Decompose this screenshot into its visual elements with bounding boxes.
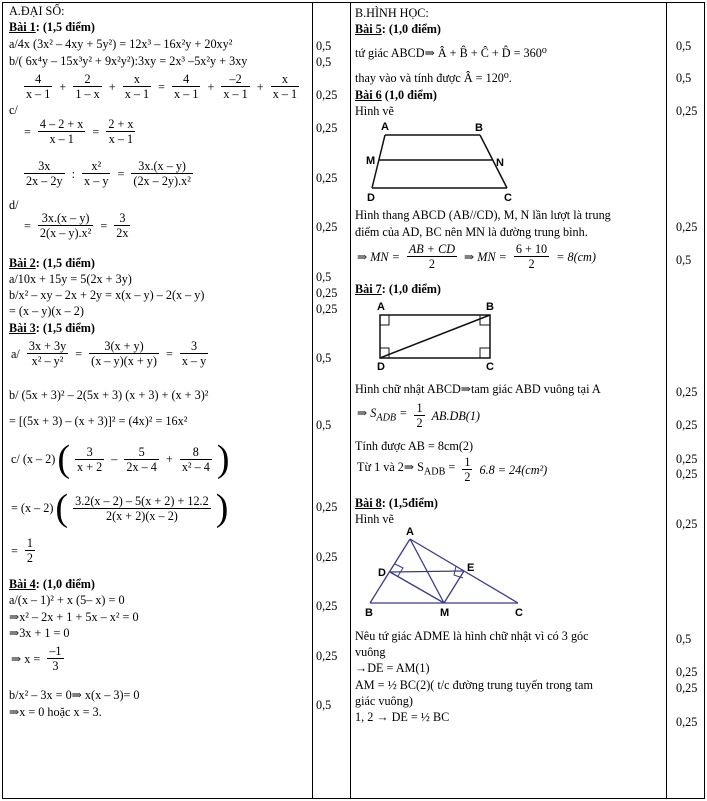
right-angle-mark: [480, 348, 490, 358]
fraction: [180, 339, 208, 368]
problem-1-points: : (1,5 điểm): [35, 20, 95, 34]
denominator: x – 1: [272, 87, 298, 101]
problem-3c-result: [9, 536, 37, 565]
fraction: [89, 339, 159, 368]
problem-1c-label: c/: [9, 103, 18, 117]
fraction: [73, 494, 211, 523]
problem-7-line-3: Tính được AB = 8cm(2): [355, 439, 474, 453]
figure-caption: Hình vẽ: [355, 104, 394, 118]
vertex-label: E: [467, 562, 475, 574]
denominator: x – 1: [174, 87, 199, 101]
problem-1c-expression: [22, 72, 301, 101]
score: 0,25: [316, 550, 338, 564]
math-text-part: Từ 1 và 2⇒ S: [357, 459, 424, 474]
vertex-label: B: [475, 122, 483, 134]
operator: =: [75, 346, 83, 361]
math-text: 6.8 = 24(cm²): [479, 462, 548, 477]
denominator: 2x: [116, 226, 129, 240]
problem-8-line-6: 1, 2 → DE = ½ BC: [355, 710, 450, 724]
vertex-label: A: [406, 526, 414, 538]
diagonal-db: [380, 315, 490, 358]
operator: =: [92, 124, 100, 139]
fraction: [24, 72, 52, 101]
denominator: 2: [416, 416, 423, 430]
operator: +: [59, 79, 67, 94]
denominator: 2(x + 2)(x – 2): [73, 508, 211, 523]
problem-6-line-3: [355, 242, 598, 271]
score: 0,25: [676, 665, 698, 679]
denominator: 3: [47, 658, 63, 673]
vertex-label: C: [486, 361, 494, 373]
numerator: 4: [183, 72, 190, 86]
problem-3-heading: [9, 321, 95, 335]
operator: =: [11, 543, 18, 558]
vertex-label: N: [496, 157, 504, 169]
problem-5-title: Bài 5: [355, 22, 382, 36]
problem-7-line-2: [355, 401, 482, 430]
math-text: [355, 406, 409, 425]
problem-8-line-2: vuông: [355, 645, 386, 659]
math-text-part: =: [396, 405, 408, 420]
close-paren: ): [215, 487, 229, 529]
problem-6-line-2: điểm của AD, BC nên MN là đường trung bình.: [355, 225, 588, 239]
denominator: 2x – 2y: [26, 174, 63, 188]
denominator: 1 – x: [75, 87, 100, 101]
problem-1d-label: d/: [9, 198, 19, 212]
denominator: x – y: [181, 354, 207, 368]
vertex-label: M: [366, 155, 376, 167]
problem-4a-step-1: ⇒x² – 2x + 1 + 5x – x² = 0: [9, 610, 139, 624]
problem-1c-result: [22, 117, 137, 146]
fraction: [47, 644, 63, 673]
open-paren: (: [55, 487, 69, 529]
score: 0,25: [316, 286, 338, 300]
score: 0,5: [316, 351, 332, 365]
problem-3c-expression: [9, 440, 230, 478]
right-angle-mark: [395, 564, 403, 576]
denominator: x – 1: [124, 87, 150, 101]
score: 0,5: [316, 55, 332, 69]
math-text: ⇒ MN =: [357, 249, 400, 264]
operator: +: [256, 79, 264, 94]
problem-3b-cont: = [(5x + 3) – (x + 3)]² = (4x)² = 16x²: [9, 414, 188, 428]
problem-7-line-1: Hình chữ nhật ABCD⇒tam giác ABD vuông tại A: [355, 382, 601, 396]
numerator: 3x.(x – y): [41, 211, 90, 225]
operator: –: [111, 452, 118, 466]
denominator: 2: [407, 256, 457, 271]
problem-3-points: : (1,5 điểm): [35, 321, 95, 335]
problem-6-points: (1,0 điểm): [381, 88, 437, 102]
score: 0,25: [316, 302, 338, 316]
fraction: [271, 72, 299, 101]
operator: :: [71, 166, 75, 181]
numerator: x: [133, 72, 140, 86]
problem-5-heading: [355, 22, 441, 36]
fraction: [123, 72, 151, 101]
problem-4a-step-2: ⇒3x + 1 = 0: [9, 626, 70, 640]
denominator: 2: [464, 470, 471, 484]
trapezoid-figure: [355, 118, 530, 206]
subscript: ADB: [376, 412, 397, 424]
column-divider: [350, 2, 351, 798]
operator: =: [24, 124, 31, 139]
score: 0,5: [316, 39, 332, 53]
fraction: [106, 117, 135, 146]
problem-4a: a/(x – 1)² + x (5– x) = 0: [9, 593, 125, 607]
problem-3c-step: [9, 489, 228, 527]
problem-1-heading: [9, 20, 95, 34]
score: 0,25: [676, 418, 698, 432]
problem-1a: a/4x (3x² – 4xy + 5y²) = 12x³ – 16x²y + 20xy²: [9, 37, 233, 51]
rectangle-figure: [355, 298, 505, 374]
fraction: [24, 159, 65, 188]
problem-8-line-3: →DE = AM(1): [355, 661, 430, 675]
denominator: x + 2: [77, 459, 103, 474]
operator: =: [158, 79, 165, 94]
fraction: [514, 242, 549, 271]
score: 0,25: [316, 88, 338, 102]
denominator: x – 1: [26, 87, 51, 101]
numerator: –1: [49, 644, 62, 658]
problem-5-points: : (1,0 điểm): [381, 22, 441, 36]
problem-6-heading: [355, 88, 437, 102]
fraction: [75, 445, 104, 474]
problem-5-line-1: tứ giác ABCD⇒ Â + B̂ + Ĉ + D̂ = 360⁰: [355, 46, 547, 60]
numerator: 3.2(x – 2) – 5(x + 2) + 12.2: [75, 493, 209, 508]
denominator: 2x – 4: [126, 459, 157, 474]
numerator: 3: [86, 444, 93, 459]
item-label: = (x – 2): [11, 501, 54, 515]
score: 0,25: [676, 385, 698, 399]
denominator: (2x – 2y).x²: [133, 174, 191, 188]
segment-em: [444, 571, 464, 603]
subscript: ADB: [423, 466, 446, 478]
operator: +: [165, 452, 173, 466]
fraction: [414, 401, 424, 430]
denominator: x – 1: [38, 131, 85, 146]
problem-1-title: Bài 1: [9, 20, 36, 34]
denominator: x – 1: [106, 131, 135, 146]
score: 0,25: [676, 220, 698, 234]
numerator: 8: [192, 444, 199, 459]
operator: =: [100, 218, 108, 233]
problem-8-heading: [355, 496, 438, 510]
numerator: 4 – 2 + x: [39, 117, 84, 131]
vertex-label: B: [486, 301, 494, 313]
denominator: x² – y²: [27, 353, 68, 368]
numerator: 2: [84, 72, 91, 86]
numerator: 5: [138, 444, 145, 459]
problem-5-line-2: thay vào và tính được Â = 120⁰.: [355, 71, 512, 85]
score: 0,5: [676, 253, 692, 267]
score: 0,25: [676, 104, 698, 118]
score: 0,25: [316, 599, 338, 613]
score: 0,25: [316, 171, 338, 185]
score: 0,25: [676, 681, 698, 695]
problem-3a-expression: [9, 339, 210, 368]
problem-2-title: Bài 2: [9, 256, 36, 270]
numerator: 3(x + y): [104, 339, 144, 353]
fraction: [38, 211, 93, 240]
numerator: 3x + 3y: [28, 339, 67, 353]
math-text: = 8(cm): [556, 249, 596, 264]
numerator: 3: [119, 211, 126, 225]
score: 0,5: [676, 39, 692, 53]
math-text: AB.DB(1): [431, 408, 480, 423]
figure-caption: Hình vẽ: [355, 512, 394, 526]
item-label: a/: [11, 346, 20, 361]
problem-6-title: Bài 6: [355, 88, 382, 102]
numerator: –2: [229, 72, 242, 86]
vertex-label: M: [440, 607, 450, 619]
fraction: [180, 445, 212, 474]
vertex-label: B: [365, 607, 373, 619]
math-text-part: ⇒ S: [357, 405, 377, 420]
problem-4-heading: [9, 577, 95, 591]
numerator: 3: [191, 339, 198, 353]
problem-4b-cont: ⇒x = 0 hoặc x = 3.: [9, 705, 102, 719]
score: 0,5: [676, 71, 692, 85]
problem-1d-expression: [22, 159, 195, 188]
problem-7-line-4: [355, 455, 549, 484]
score: 0,25: [316, 220, 338, 234]
denominator: x – 1: [223, 87, 248, 101]
math-text: ⇒ MN =: [464, 249, 507, 264]
fraction: [114, 211, 130, 240]
fraction: [462, 455, 472, 484]
operator: =: [117, 166, 125, 181]
numerator: AB + CD: [408, 242, 455, 256]
problem-4b: b/x² – 3x = 0⇒ x(x – 3)= 0: [9, 688, 140, 702]
problem-7-heading: [355, 282, 441, 296]
item-label: c/ (x – 2): [11, 452, 56, 466]
fraction: [221, 72, 249, 101]
operator: =: [165, 346, 173, 361]
numerator: x²: [91, 159, 102, 173]
vertex-label: D: [367, 192, 375, 204]
problem-4-title: Bài 4: [9, 577, 36, 591]
denominator: 2(x – y).x²: [39, 226, 92, 240]
denominator: x² – 4: [181, 459, 210, 474]
side-ab: [370, 539, 410, 603]
operator: =: [24, 218, 31, 233]
score: 0,25: [676, 467, 698, 481]
right-angle-mark: [380, 315, 389, 325]
fraction: [407, 242, 457, 271]
numerator: 3x.(x – y): [138, 159, 186, 173]
fraction: [38, 117, 85, 146]
problem-8-line-1: Nêu tứ giác ADME là hình chữ nhật vì có 3 góc: [355, 629, 589, 643]
algebra-title: A.ĐẠI SỐ:: [9, 4, 65, 18]
fraction: [25, 536, 35, 565]
problem-2b: b/x² – xy – 2x + 2y = x(x – y) – 2(x – y): [9, 288, 205, 302]
problem-3b: b/ (5x + 3)² – 2(5x + 3) (x + 3) + (x + 3)²: [9, 388, 209, 402]
fraction: [82, 159, 110, 188]
numerator: 1: [464, 455, 471, 469]
problem-2-heading: [9, 256, 95, 270]
denominator: x – y: [84, 174, 109, 188]
numerator: x: [281, 72, 288, 86]
score: 0,5: [316, 698, 332, 712]
numerator: 2 + x: [108, 117, 134, 131]
numerator: 1: [26, 536, 34, 550]
vertex-label: C: [504, 192, 512, 204]
score: 0,5: [316, 418, 332, 432]
score: 0,5: [676, 632, 692, 646]
fraction: [27, 339, 68, 368]
fraction: [131, 159, 192, 188]
problem-2b-cont: = (x – y)(x – 2): [9, 304, 84, 318]
denominator: 2: [26, 551, 34, 565]
column-divider: [312, 2, 313, 798]
vertex-label: C: [515, 607, 523, 619]
score: 0,25: [316, 649, 338, 663]
geometry-title: B.HÌNH HỌC:: [355, 6, 429, 20]
fraction: [124, 445, 158, 474]
problem-7-title: Bài 7: [355, 282, 382, 296]
problem-2-points: : (1,5 điểm): [35, 256, 95, 270]
score: 0,25: [676, 715, 698, 729]
column-divider: [666, 2, 667, 798]
score: 0,25: [676, 452, 698, 466]
math-text-part: =: [445, 459, 456, 474]
problem-8-line-5: giác vuông): [355, 694, 413, 708]
vertex-label: D: [377, 361, 385, 373]
problem-8-title: Bài 8: [355, 496, 382, 510]
problem-6-line-1: Hình thang ABCD (AB//CD), M, N lần lượt là trung: [355, 208, 611, 222]
score: 0,25: [676, 517, 698, 531]
triangle-figure: [360, 526, 535, 621]
problem-1b: b/( 6x⁴y – 15x³y² + 9x²y²):3xy = 2x³ –5x²y + 3xy: [9, 54, 248, 68]
score: 0,25: [316, 500, 338, 514]
score: 0,25: [316, 121, 338, 135]
numerator: 6 + 10: [515, 242, 548, 256]
numerator: 3x: [38, 159, 51, 173]
score: 0,5: [316, 270, 332, 284]
close-paren: ): [216, 438, 230, 480]
fraction: [73, 72, 101, 101]
problem-4a-step-3: [9, 644, 66, 673]
denominator: (x – y)(x + y): [91, 354, 157, 368]
operator: +: [207, 79, 215, 94]
vertex-label: A: [377, 301, 385, 313]
fraction: [172, 72, 200, 101]
numerator: 1: [416, 401, 423, 415]
numerator: 4: [35, 72, 42, 86]
problem-8-points: : (1,5điểm): [381, 496, 438, 510]
item-label: ⇒ x =: [11, 651, 41, 666]
problem-4-points: : (1,0 điểm): [35, 577, 95, 591]
vertex-label: A: [381, 121, 389, 133]
denominator: 2: [514, 256, 549, 271]
problem-2a: a/10x + 15y = 5(2x + 3y): [9, 272, 132, 286]
open-paren: (: [57, 438, 70, 480]
problem-3-title: Bài 3: [9, 321, 36, 335]
math-text: [355, 460, 457, 479]
problem-8-line-4: AM = ½ BC(2)( t/c đường trung tuyến trong tam: [355, 678, 593, 692]
operator: +: [108, 79, 116, 94]
problem-7-points: : (1,0 điểm): [381, 282, 441, 296]
vertex-label: D: [378, 567, 386, 579]
problem-1d-result: [22, 211, 132, 240]
